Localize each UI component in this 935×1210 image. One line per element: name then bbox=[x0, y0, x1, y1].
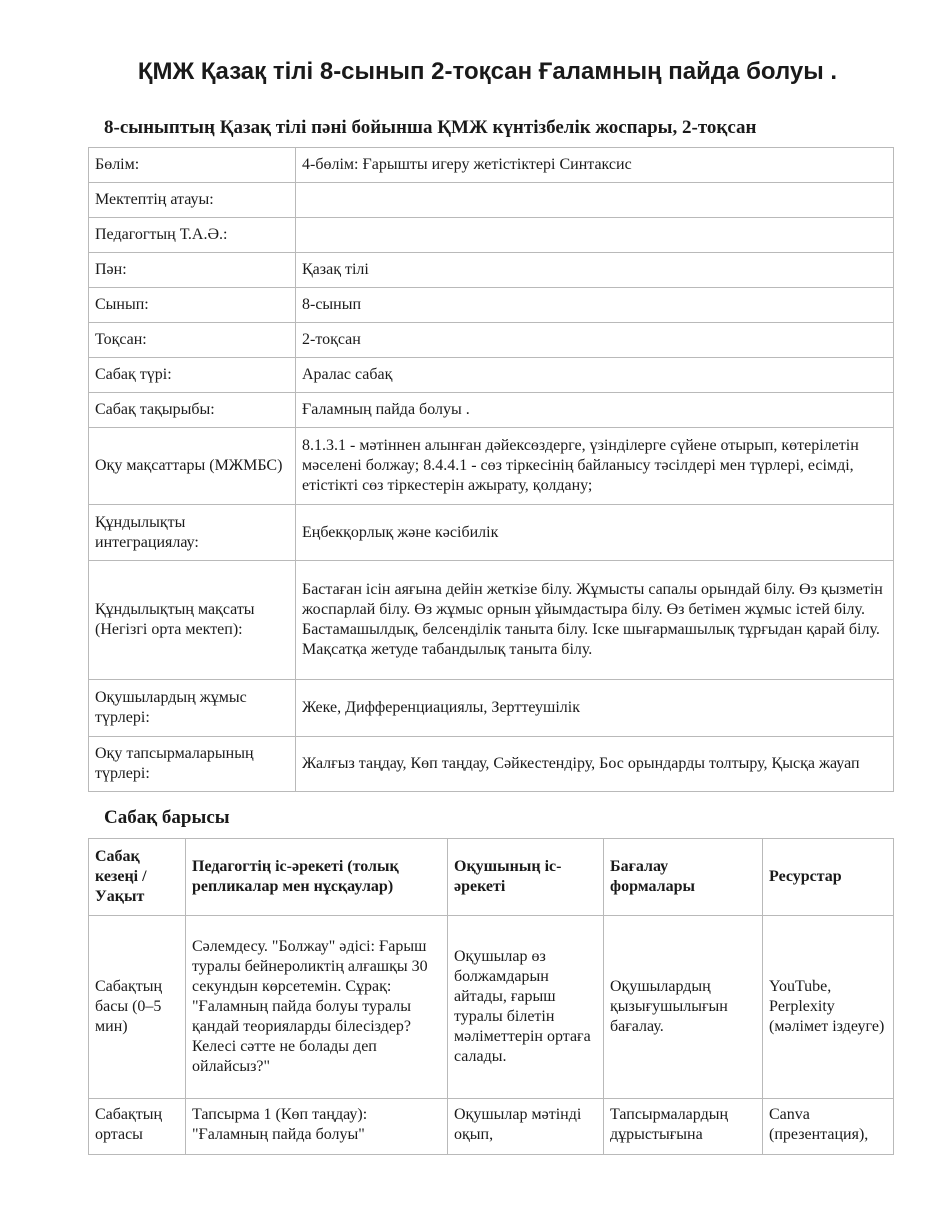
process-row-start bbox=[89, 916, 894, 1099]
info-value: 2-тоқсан bbox=[296, 323, 894, 358]
header-resources: Ресурстар bbox=[763, 839, 894, 916]
lesson-process-title: Сабақ барысы bbox=[104, 807, 230, 828]
info-label: Сабақ тақырыбы: bbox=[89, 393, 296, 428]
header-stage: Сабақ кезеңі / Уақыт bbox=[89, 839, 186, 916]
lesson-process-table bbox=[88, 838, 894, 1155]
student-cell: Оқушылар мәтінді оқып, bbox=[448, 1099, 604, 1155]
info-label: Оқу тапсырмаларының түрлері: bbox=[89, 737, 296, 792]
info-value: Ғаламның пайда болуы . bbox=[296, 393, 894, 428]
info-label: Сынып: bbox=[89, 288, 296, 323]
info-label: Құндылықты интеграциялау: bbox=[89, 505, 296, 561]
info-value: Аралас сабақ bbox=[296, 358, 894, 393]
resources-cell: YouTube, Perplexity (мәлімет іздеуге) bbox=[763, 916, 894, 1099]
student-cell: Оқушылар өз болжамдарын айтады, ғарыш туралы білетін мәліметтерін ортаға салады. bbox=[448, 916, 604, 1099]
resources-cell: Canva (презентация), bbox=[763, 1099, 894, 1155]
stage-cell: Сабақтың басы (0–5 мин) bbox=[89, 916, 186, 1099]
plan-subtitle: 8-сыныптың Қазақ тілі пәні бойынша ҚМЖ күнтізбелік жоспары, 2-тоқсан bbox=[104, 117, 757, 138]
document-title: ҚМЖ Қазақ тілі 8-сынып 2-тоқсан Ғаламның пайда болуы . bbox=[137, 58, 838, 85]
info-value: 8.1.3.1 - мәтіннен алынған дәйексөздерге, үзінділерге сүйене отырып, көтерілетін мәселені болжау; 8.4.4.1 - сөз тіркесінің байланысу тәсілдері мен түрлері, есімді, етістікті сөз тіркестерін ажырату, қолдану; bbox=[296, 428, 894, 505]
assessment-cell: Тапсырмалардың дұрыстығына bbox=[604, 1099, 763, 1155]
process-header-row bbox=[89, 839, 894, 916]
header-assessment: Бағалау формалары bbox=[604, 839, 763, 916]
info-label: Мектептің атауы: bbox=[89, 183, 296, 218]
info-label: Бөлім: bbox=[89, 148, 296, 183]
info-label: Пән: bbox=[89, 253, 296, 288]
process-row-middle bbox=[89, 1099, 894, 1155]
info-value: 4-бөлім: Ғарышты игеру жетістіктері Синтаксис bbox=[296, 148, 894, 183]
info-label: Оқушылардың жұмыс түрлері: bbox=[89, 680, 296, 737]
teacher-cell: Тапсырма 1 (Көп таңдау): "Ғаламның пайда болуы" bbox=[186, 1099, 448, 1155]
info-value: Жалғыз таңдау, Көп таңдау, Сәйкестендіру, Бос орындарды толтыру, Қысқа жауап bbox=[296, 737, 894, 792]
header-teacher-activity: Педагогтің іс-әрекеті (толық репликалар мен нұсқаулар) bbox=[186, 839, 448, 916]
info-value: Қазақ тілі bbox=[296, 253, 894, 288]
info-label: Сабақ түрі: bbox=[89, 358, 296, 393]
info-label: Педагогтың Т.А.Ә.: bbox=[89, 218, 296, 253]
assessment-cell: Оқушылардың қызығушылығын бағалау. bbox=[604, 916, 763, 1099]
info-value: 8-сынып bbox=[296, 288, 894, 323]
info-label: Құндылықтың мақсаты (Негізгі орта мектеп): bbox=[89, 561, 296, 680]
info-value: Еңбекқорлық және кәсібилік bbox=[296, 505, 894, 561]
header-student-activity: Оқушының іс-әрекеті bbox=[448, 839, 604, 916]
info-label: Оқу мақсаттары (МЖМБС) bbox=[89, 428, 296, 505]
teacher-cell: Сәлемдесу. "Болжау" әдісі: Ғарыш туралы бейнероликтің алғашқы 30 секундын көрсетемін. Сұрақ: "Ғаламның пайда болуы туралы қандай теорияларды білесіздер? Келесі сәтте не болады деп ойлайсыз?" bbox=[186, 916, 448, 1099]
info-value: Жеке, Дифференциациялы, Зерттеушілік bbox=[296, 680, 894, 737]
info-label: Тоқсан: bbox=[89, 323, 296, 358]
info-value: Бастаған ісін аяғына дейін жеткізе білу. Жұмысты сапалы орындай білу. Өз қызметін жоспарлай білу. Өз жұмыс орнын ұйымдастыра білу. Өз бетімен жұмыс істей білу. Бастамашылдық, белсенділік таныта білу. Іске шығармашылық тұрғыдан қарай білу. Мақсатқа жетуде табандылық таныта білу. bbox=[296, 561, 894, 680]
stage-cell: Сабақтың ортасы bbox=[89, 1099, 186, 1155]
